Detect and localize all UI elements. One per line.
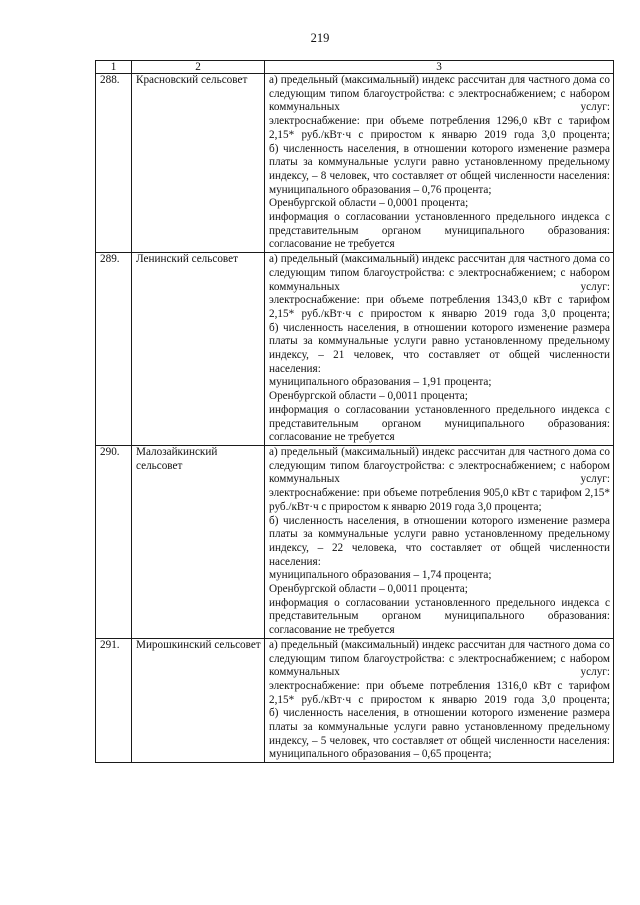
index-paragraph: б) численность населения, в отношении которого изменение размера платы за коммунальные услуги равно установленному предельному индексу, – 5 человек, что составляет от общей численности населения: — [269, 707, 610, 747]
table-row — [96, 638, 614, 762]
row-number: 288. — [96, 74, 132, 253]
index-paragraph: муниципального образования – 1,74 процента; — [269, 569, 492, 582]
index-paragraph: б) численность населения, в отношении которого изменение размера платы за коммунальные услуги равно установленному предельному индексу, – 8 человек, что составляет от общей численности населения: — [269, 142, 610, 182]
row-number: 290. — [96, 445, 132, 638]
row-number: 289. — [96, 253, 132, 446]
index-paragraph: муниципального образования – 0,65 процента; — [269, 748, 492, 761]
municipality-name: Ленинский сельсовет — [132, 253, 265, 446]
table-row — [96, 74, 614, 253]
index-paragraph: электроснабжение: при объеме потребления 905,0 кВт с тарифом 2,15* руб./кВт·ч с приростом к январю 2019 года 3,0 процента; — [269, 487, 610, 513]
index-paragraph: Оренбургской области – 0,0011 процента; — [269, 390, 468, 403]
municipality-name: Малозайкинский сельсовет — [132, 445, 265, 638]
index-paragraph: а) предельный (максимальный) индекс рассчитан для частного дома со следующим типом благоустройства: с электроснабжением; с набором коммунальных услуг: — [269, 74, 610, 114]
index-paragraph: а) предельный (максимальный) индекс рассчитан для частного дома со следующим типом благоустройства: с электроснабжением; с набором коммунальных услуг: — [269, 638, 610, 679]
tariff-index-table — [95, 60, 614, 763]
index-paragraph: информация о согласовании установленного предельного индекса с представительным органом муниципального образования: согласование не требуется — [269, 403, 610, 444]
index-paragraph: информация о согласовании установленного предельного индекса с представительным органом муниципального образования: согласование не требуется — [269, 596, 610, 637]
row-number: 291. — [96, 638, 132, 762]
index-description — [265, 253, 614, 446]
column-header: 1 — [96, 61, 132, 74]
index-paragraph: муниципального образования – 0,76 процента; — [269, 183, 492, 196]
index-paragraph: электроснабжение: при объеме потребления 1316,0 кВт с тарифом 2,15* руб./кВт·ч с приростом к январю 2019 года 3,0 процента; — [269, 679, 610, 706]
index-paragraph: а) предельный (максимальный) индекс рассчитан для частного дома со следующим типом благоустройства: с электроснабжением; с набором коммунальных услуг: — [269, 253, 610, 293]
municipality-name: Красновский сельсовет — [132, 74, 265, 253]
index-description — [265, 638, 614, 762]
column-header: 3 — [265, 61, 614, 74]
index-paragraph: б) численность населения, в отношении которого изменение размера платы за коммунальные услуги равно установленному предельному индексу, – 21 человек, что составляет от общей численности населения: — [269, 321, 610, 375]
table-row — [96, 445, 614, 638]
index-paragraph: электроснабжение: при объеме потребления 1296,0 кВт с тарифом 2,15* руб./кВт·ч с приростом к январю 2019 года 3,0 процента; — [269, 115, 610, 141]
index-paragraph: б) численность населения, в отношении которого изменение размера платы за коммунальные услуги равно установленному предельному индексу, – 22 человека, что составляет от общей численности населения: — [269, 514, 610, 568]
index-paragraph: муниципального образования – 1,91 процента; — [269, 376, 492, 389]
index-paragraph: а) предельный (максимальный) индекс рассчитан для частного дома со следующим типом благоустройства: с электроснабжением; с набором коммунальных услуг: — [269, 445, 610, 486]
index-paragraph: Оренбургской области – 0,0001 процента; — [269, 197, 469, 210]
index-paragraph: Оренбургской области – 0,0011 процента; — [269, 583, 468, 596]
index-paragraph: информация о согласовании установленного предельного индекса с представительным органом муниципального образования: согласование не требуется — [269, 211, 610, 251]
table-header-row — [96, 61, 614, 74]
page-number: 219 — [310, 31, 330, 45]
municipality-name: Мирошкинский сельсовет — [132, 638, 265, 762]
index-description — [265, 74, 614, 253]
index-description — [265, 445, 614, 638]
index-paragraph: электроснабжение: при объеме потребления 1343,0 кВт с тарифом 2,15* руб./кВт·ч с приростом к январю 2019 года 3,0 процента; — [269, 294, 610, 320]
column-header: 2 — [132, 61, 265, 74]
table-row — [96, 253, 614, 446]
